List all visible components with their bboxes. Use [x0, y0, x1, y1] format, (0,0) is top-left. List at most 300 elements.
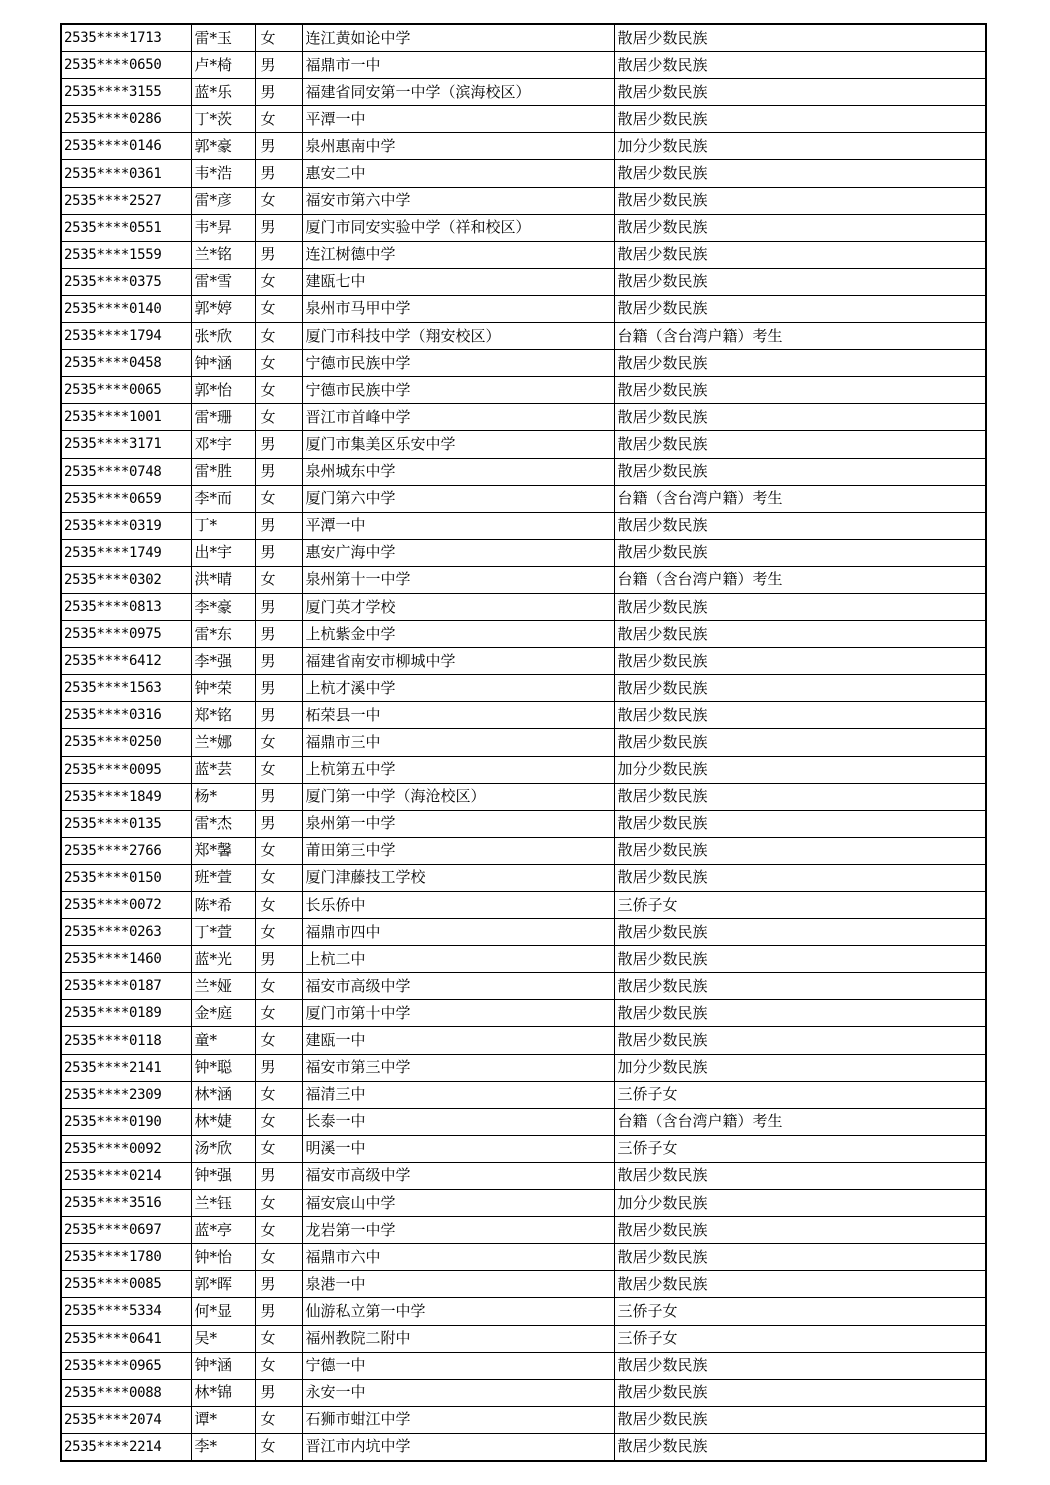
- name-cell: 出*宇: [191, 539, 255, 566]
- table-row: [61, 323, 986, 350]
- school-cell: 福鼎市四中: [302, 919, 614, 946]
- exam-number-cell: 2535****1001: [61, 404, 191, 431]
- name-cell: 卢*椅: [191, 52, 255, 79]
- exam-number-cell: 2535****0085: [61, 1271, 191, 1298]
- exam-number-cell: 2535****2074: [61, 1406, 191, 1433]
- school-cell: 福鼎市一中: [302, 52, 614, 79]
- name-cell: 李*而: [191, 485, 255, 512]
- table-row: [61, 133, 986, 160]
- gender-cell: 女: [255, 323, 302, 350]
- exam-number-cell: 2535****0659: [61, 485, 191, 512]
- name-cell: 郭*晖: [191, 1271, 255, 1298]
- school-cell: 建瓯一中: [302, 1027, 614, 1054]
- table-row: [61, 1162, 986, 1189]
- school-cell: 仙游私立第一中学: [302, 1298, 614, 1325]
- gender-cell: 女: [255, 837, 302, 864]
- exam-number-cell: 2535****0316: [61, 702, 191, 729]
- name-cell: 兰*娜: [191, 729, 255, 756]
- name-cell: 郑*铭: [191, 702, 255, 729]
- exam-number-cell: 2535****1563: [61, 675, 191, 702]
- table-row: [61, 1000, 986, 1027]
- name-cell: 丁*萱: [191, 919, 255, 946]
- exam-number-cell: 2535****0965: [61, 1352, 191, 1379]
- exam-number-cell: 2535****0135: [61, 810, 191, 837]
- table-row: [61, 404, 986, 431]
- gender-cell: 女: [255, 350, 302, 377]
- exam-number-cell: 2535****3516: [61, 1190, 191, 1217]
- school-cell: 厦门市同安实验中学（祥和校区）: [302, 214, 614, 241]
- category-cell: 散居少数民族: [614, 1271, 986, 1298]
- school-cell: 福安市第三中学: [302, 1054, 614, 1081]
- name-cell: 钟*强: [191, 1162, 255, 1189]
- exam-number-cell: 2535****2309: [61, 1081, 191, 1108]
- exam-number-cell: 2535****0095: [61, 756, 191, 783]
- exam-number-cell: 2535****0975: [61, 621, 191, 648]
- table-row: [61, 485, 986, 512]
- exam-number-cell: 2535****0551: [61, 214, 191, 241]
- exam-number-cell: 2535****3171: [61, 431, 191, 458]
- table-row: [61, 187, 986, 214]
- name-cell: 金*庭: [191, 1000, 255, 1027]
- table-row: [61, 350, 986, 377]
- gender-cell: 男: [255, 52, 302, 79]
- name-cell: 钟*荣: [191, 675, 255, 702]
- table-row: [61, 24, 986, 52]
- category-cell: 散居少数民族: [614, 241, 986, 268]
- exam-number-cell: 2535****0118: [61, 1027, 191, 1054]
- table-row: [61, 1217, 986, 1244]
- gender-cell: 女: [255, 1325, 302, 1352]
- school-cell: 厦门市集美区乐安中学: [302, 431, 614, 458]
- name-cell: 谭*: [191, 1406, 255, 1433]
- gender-cell: 男: [255, 214, 302, 241]
- school-cell: 厦门市科技中学（翔安校区）: [302, 323, 614, 350]
- exam-number-cell: 2535****0250: [61, 729, 191, 756]
- category-cell: 散居少数民族: [614, 702, 986, 729]
- category-cell: 三侨子女: [614, 1081, 986, 1108]
- name-cell: 班*萱: [191, 864, 255, 891]
- gender-cell: 男: [255, 946, 302, 973]
- exam-number-cell: 2535****2527: [61, 187, 191, 214]
- name-cell: 吴*: [191, 1325, 255, 1352]
- table-row: [61, 593, 986, 620]
- gender-cell: 男: [255, 458, 302, 485]
- name-cell: 韦*浩: [191, 160, 255, 187]
- name-cell: 陈*希: [191, 892, 255, 919]
- category-cell: 散居少数民族: [614, 1379, 986, 1406]
- gender-cell: 男: [255, 783, 302, 810]
- school-cell: 晋江市内坑中学: [302, 1433, 614, 1461]
- exam-number-cell: 2535****0150: [61, 864, 191, 891]
- category-cell: 散居少数民族: [614, 1162, 986, 1189]
- exam-number-cell: 2535****0375: [61, 268, 191, 295]
- exam-number-cell: 2535****1794: [61, 323, 191, 350]
- school-cell: 泉港一中: [302, 1271, 614, 1298]
- table-row: [61, 864, 986, 891]
- name-cell: 童*: [191, 1027, 255, 1054]
- category-cell: 散居少数民族: [614, 404, 986, 431]
- name-cell: 韦*昇: [191, 214, 255, 241]
- table-row: [61, 946, 986, 973]
- school-cell: 连江树德中学: [302, 241, 614, 268]
- exam-number-cell: 2535****1559: [61, 241, 191, 268]
- exam-number-cell: 2535****0072: [61, 892, 191, 919]
- gender-cell: 女: [255, 566, 302, 593]
- category-cell: 加分少数民族: [614, 1190, 986, 1217]
- exam-number-cell: 2535****3155: [61, 79, 191, 106]
- category-cell: 散居少数民族: [614, 1244, 986, 1271]
- table-row: [61, 919, 986, 946]
- table-row: [61, 566, 986, 593]
- exam-number-cell: 2535****6412: [61, 648, 191, 675]
- table-row: [61, 810, 986, 837]
- school-cell: 建瓯七中: [302, 268, 614, 295]
- gender-cell: 男: [255, 160, 302, 187]
- school-cell: 泉州城东中学: [302, 458, 614, 485]
- gender-cell: 女: [255, 892, 302, 919]
- school-cell: 惠安二中: [302, 160, 614, 187]
- name-cell: 丁*茨: [191, 106, 255, 133]
- exam-number-cell: 2535****0319: [61, 512, 191, 539]
- name-cell: 蓝*光: [191, 946, 255, 973]
- gender-cell: 女: [255, 729, 302, 756]
- exam-number-cell: 2535****0187: [61, 973, 191, 1000]
- category-cell: 散居少数民族: [614, 377, 986, 404]
- name-cell: 雷*胜: [191, 458, 255, 485]
- gender-cell: 女: [255, 485, 302, 512]
- table-row: [61, 675, 986, 702]
- exam-number-cell: 2535****5334: [61, 1298, 191, 1325]
- gender-cell: 女: [255, 1190, 302, 1217]
- table-row: [61, 160, 986, 187]
- category-cell: 散居少数民族: [614, 1027, 986, 1054]
- exam-number-cell: 2535****2214: [61, 1433, 191, 1461]
- name-cell: 蓝*乐: [191, 79, 255, 106]
- exam-number-cell: 2535****0697: [61, 1217, 191, 1244]
- table-row: [61, 621, 986, 648]
- exam-number-cell: 2535****0189: [61, 1000, 191, 1027]
- table-row: [61, 52, 986, 79]
- name-cell: 丁*: [191, 512, 255, 539]
- name-cell: 邓*宇: [191, 431, 255, 458]
- name-cell: 林*锦: [191, 1379, 255, 1406]
- exam-number-cell: 2535****0092: [61, 1135, 191, 1162]
- school-cell: 福建省南安市柳城中学: [302, 648, 614, 675]
- gender-cell: 女: [255, 1433, 302, 1461]
- table-row: [61, 648, 986, 675]
- school-cell: 平潭一中: [302, 512, 614, 539]
- gender-cell: 女: [255, 1406, 302, 1433]
- table-row: [61, 973, 986, 1000]
- category-cell: 台籍（含台湾户籍）考生: [614, 485, 986, 512]
- exam-number-cell: 2535****1460: [61, 946, 191, 973]
- category-cell: 三侨子女: [614, 1325, 986, 1352]
- table-row: [61, 1244, 986, 1271]
- name-cell: 郭*婷: [191, 295, 255, 322]
- category-cell: 散居少数民族: [614, 1000, 986, 1027]
- table-row: [61, 1433, 986, 1461]
- school-cell: 明溪一中: [302, 1135, 614, 1162]
- gender-cell: 女: [255, 1217, 302, 1244]
- school-cell: 石狮市蚶江中学: [302, 1406, 614, 1433]
- category-cell: 散居少数民族: [614, 79, 986, 106]
- table-row: [61, 756, 986, 783]
- exam-number-cell: 2535****0263: [61, 919, 191, 946]
- name-cell: 李*强: [191, 648, 255, 675]
- gender-cell: 女: [255, 1000, 302, 1027]
- school-cell: 福安市第六中学: [302, 187, 614, 214]
- category-cell: 台籍（含台湾户籍）考生: [614, 1108, 986, 1135]
- exam-number-cell: 2535****0361: [61, 160, 191, 187]
- name-cell: 林*婕: [191, 1108, 255, 1135]
- table-row: [61, 1108, 986, 1135]
- school-cell: 厦门津藤技工学校: [302, 864, 614, 891]
- name-cell: 雷*珊: [191, 404, 255, 431]
- name-cell: 雷*东: [191, 621, 255, 648]
- gender-cell: 男: [255, 1271, 302, 1298]
- name-cell: 林*涵: [191, 1081, 255, 1108]
- school-cell: 厦门第一中学（海沧校区）: [302, 783, 614, 810]
- gender-cell: 女: [255, 1108, 302, 1135]
- category-cell: 散居少数民族: [614, 539, 986, 566]
- category-cell: 散居少数民族: [614, 295, 986, 322]
- gender-cell: 女: [255, 864, 302, 891]
- gender-cell: 女: [255, 1244, 302, 1271]
- school-cell: 福鼎市三中: [302, 729, 614, 756]
- name-cell: 兰*娅: [191, 973, 255, 1000]
- name-cell: 兰*铭: [191, 241, 255, 268]
- school-cell: 上杭第五中学: [302, 756, 614, 783]
- name-cell: 钟*涵: [191, 1352, 255, 1379]
- school-cell: 惠安广海中学: [302, 539, 614, 566]
- school-cell: 柘荣县一中: [302, 702, 614, 729]
- school-cell: 上杭才溪中学: [302, 675, 614, 702]
- table-row: [61, 837, 986, 864]
- category-cell: 三侨子女: [614, 1298, 986, 1325]
- name-cell: 蓝*芸: [191, 756, 255, 783]
- exam-number-cell: 2535****2141: [61, 1054, 191, 1081]
- gender-cell: 男: [255, 1379, 302, 1406]
- gender-cell: 女: [255, 187, 302, 214]
- table-row: [61, 268, 986, 295]
- exam-number-cell: 2535****0286: [61, 106, 191, 133]
- category-cell: 加分少数民族: [614, 756, 986, 783]
- gender-cell: 女: [255, 973, 302, 1000]
- gender-cell: 男: [255, 675, 302, 702]
- gender-cell: 男: [255, 241, 302, 268]
- category-cell: 散居少数民族: [614, 512, 986, 539]
- name-cell: 郭*怡: [191, 377, 255, 404]
- table-row: [61, 377, 986, 404]
- school-cell: 宁德市民族中学: [302, 350, 614, 377]
- exam-number-cell: 2535****1713: [61, 24, 191, 52]
- name-cell: 雷*杰: [191, 810, 255, 837]
- gender-cell: 女: [255, 919, 302, 946]
- category-cell: 台籍（含台湾户籍）考生: [614, 323, 986, 350]
- category-cell: 散居少数民族: [614, 621, 986, 648]
- gender-cell: 男: [255, 1298, 302, 1325]
- table-row: [61, 431, 986, 458]
- exam-number-cell: 2535****0065: [61, 377, 191, 404]
- name-cell: 蓝*亭: [191, 1217, 255, 1244]
- school-cell: 晋江市首峰中学: [302, 404, 614, 431]
- school-cell: 长泰一中: [302, 1108, 614, 1135]
- school-cell: 永安一中: [302, 1379, 614, 1406]
- table-row: [61, 1190, 986, 1217]
- category-cell: 加分少数民族: [614, 1054, 986, 1081]
- category-cell: 散居少数民族: [614, 864, 986, 891]
- table-row: [61, 1081, 986, 1108]
- category-cell: 散居少数民族: [614, 1217, 986, 1244]
- table-row: [61, 892, 986, 919]
- table-row: [61, 1135, 986, 1162]
- category-cell: 散居少数民族: [614, 1433, 986, 1461]
- category-cell: 散居少数民族: [614, 783, 986, 810]
- category-cell: 散居少数民族: [614, 973, 986, 1000]
- gender-cell: 男: [255, 133, 302, 160]
- name-cell: 雷*彦: [191, 187, 255, 214]
- gender-cell: 男: [255, 431, 302, 458]
- school-cell: 泉州惠南中学: [302, 133, 614, 160]
- table-row: [61, 1352, 986, 1379]
- table-row: [61, 241, 986, 268]
- exam-number-cell: 2535****0088: [61, 1379, 191, 1406]
- school-cell: 上杭紫金中学: [302, 621, 614, 648]
- table-row: [61, 106, 986, 133]
- table-row: [61, 1325, 986, 1352]
- exam-number-cell: 2535****0641: [61, 1325, 191, 1352]
- name-cell: 兰*钰: [191, 1190, 255, 1217]
- category-cell: 散居少数民族: [614, 24, 986, 52]
- category-cell: 散居少数民族: [614, 810, 986, 837]
- category-cell: 散居少数民族: [614, 837, 986, 864]
- gender-cell: 男: [255, 1054, 302, 1081]
- school-cell: 平潭一中: [302, 106, 614, 133]
- school-cell: 上杭二中: [302, 946, 614, 973]
- name-cell: 郭*豪: [191, 133, 255, 160]
- school-cell: 福安市高级中学: [302, 973, 614, 1000]
- school-cell: 泉州第一中学: [302, 810, 614, 837]
- gender-cell: 女: [255, 404, 302, 431]
- school-cell: 福安市高级中学: [302, 1162, 614, 1189]
- exam-number-cell: 2535****0813: [61, 593, 191, 620]
- category-cell: 散居少数民族: [614, 1352, 986, 1379]
- table-row: [61, 1298, 986, 1325]
- school-cell: 连江黄如论中学: [302, 24, 614, 52]
- exam-number-cell: 2535****0748: [61, 458, 191, 485]
- exam-number-cell: 2535****1849: [61, 783, 191, 810]
- gender-cell: 男: [255, 539, 302, 566]
- table-row: [61, 1406, 986, 1433]
- category-cell: 散居少数民族: [614, 214, 986, 241]
- candidate-table-body: [61, 24, 986, 1461]
- exam-number-cell: 2535****0650: [61, 52, 191, 79]
- school-cell: 福清三中: [302, 1081, 614, 1108]
- name-cell: 钟*聪: [191, 1054, 255, 1081]
- category-cell: 散居少数民族: [614, 106, 986, 133]
- name-cell: 汤*欣: [191, 1135, 255, 1162]
- name-cell: 杨*: [191, 783, 255, 810]
- category-cell: 加分少数民族: [614, 133, 986, 160]
- category-cell: 散居少数民族: [614, 160, 986, 187]
- school-cell: 莆田第三中学: [302, 837, 614, 864]
- name-cell: 何*显: [191, 1298, 255, 1325]
- gender-cell: 女: [255, 1352, 302, 1379]
- name-cell: 雷*玉: [191, 24, 255, 52]
- name-cell: 钟*涵: [191, 350, 255, 377]
- category-cell: 台籍（含台湾户籍）考生: [614, 566, 986, 593]
- gender-cell: 男: [255, 593, 302, 620]
- gender-cell: 男: [255, 810, 302, 837]
- exam-number-cell: 2535****0140: [61, 295, 191, 322]
- gender-cell: 女: [255, 106, 302, 133]
- exam-number-cell: 2535****2766: [61, 837, 191, 864]
- category-cell: 散居少数民族: [614, 919, 986, 946]
- school-cell: 厦门第六中学: [302, 485, 614, 512]
- gender-cell: 男: [255, 648, 302, 675]
- table-row: [61, 539, 986, 566]
- table-row: [61, 783, 986, 810]
- school-cell: 福建省同安第一中学（滨海校区）: [302, 79, 614, 106]
- gender-cell: 女: [255, 1027, 302, 1054]
- school-cell: 福州教院二附中: [302, 1325, 614, 1352]
- gender-cell: 男: [255, 1162, 302, 1189]
- school-cell: 福鼎市六中: [302, 1244, 614, 1271]
- gender-cell: 女: [255, 756, 302, 783]
- category-cell: 散居少数民族: [614, 1406, 986, 1433]
- category-cell: 三侨子女: [614, 892, 986, 919]
- category-cell: 散居少数民族: [614, 431, 986, 458]
- category-cell: 散居少数民族: [614, 187, 986, 214]
- gender-cell: 男: [255, 621, 302, 648]
- category-cell: 散居少数民族: [614, 648, 986, 675]
- candidate-table: [60, 23, 987, 1462]
- gender-cell: 女: [255, 377, 302, 404]
- table-row: [61, 702, 986, 729]
- name-cell: 雷*雪: [191, 268, 255, 295]
- table-row: [61, 79, 986, 106]
- gender-cell: 女: [255, 1135, 302, 1162]
- category-cell: 散居少数民族: [614, 458, 986, 485]
- gender-cell: 男: [255, 79, 302, 106]
- school-cell: 福安宸山中学: [302, 1190, 614, 1217]
- table-row: [61, 1271, 986, 1298]
- category-cell: 散居少数民族: [614, 675, 986, 702]
- table-row: [61, 295, 986, 322]
- table-row: [61, 729, 986, 756]
- gender-cell: 男: [255, 702, 302, 729]
- exam-number-cell: 2535****0214: [61, 1162, 191, 1189]
- table-row: [61, 458, 986, 485]
- table-row: [61, 512, 986, 539]
- gender-cell: 男: [255, 512, 302, 539]
- name-cell: 洪*晴: [191, 566, 255, 593]
- name-cell: 钟*怡: [191, 1244, 255, 1271]
- gender-cell: 女: [255, 268, 302, 295]
- school-cell: 宁德一中: [302, 1352, 614, 1379]
- exam-number-cell: 2535****0146: [61, 133, 191, 160]
- school-cell: 龙岩第一中学: [302, 1217, 614, 1244]
- table-row: [61, 1054, 986, 1081]
- exam-number-cell: 2535****1780: [61, 1244, 191, 1271]
- category-cell: 散居少数民族: [614, 593, 986, 620]
- exam-number-cell: 2535****0302: [61, 566, 191, 593]
- category-cell: 散居少数民族: [614, 268, 986, 295]
- gender-cell: 女: [255, 295, 302, 322]
- exam-number-cell: 2535****0190: [61, 1108, 191, 1135]
- gender-cell: 女: [255, 24, 302, 52]
- name-cell: 郑*馨: [191, 837, 255, 864]
